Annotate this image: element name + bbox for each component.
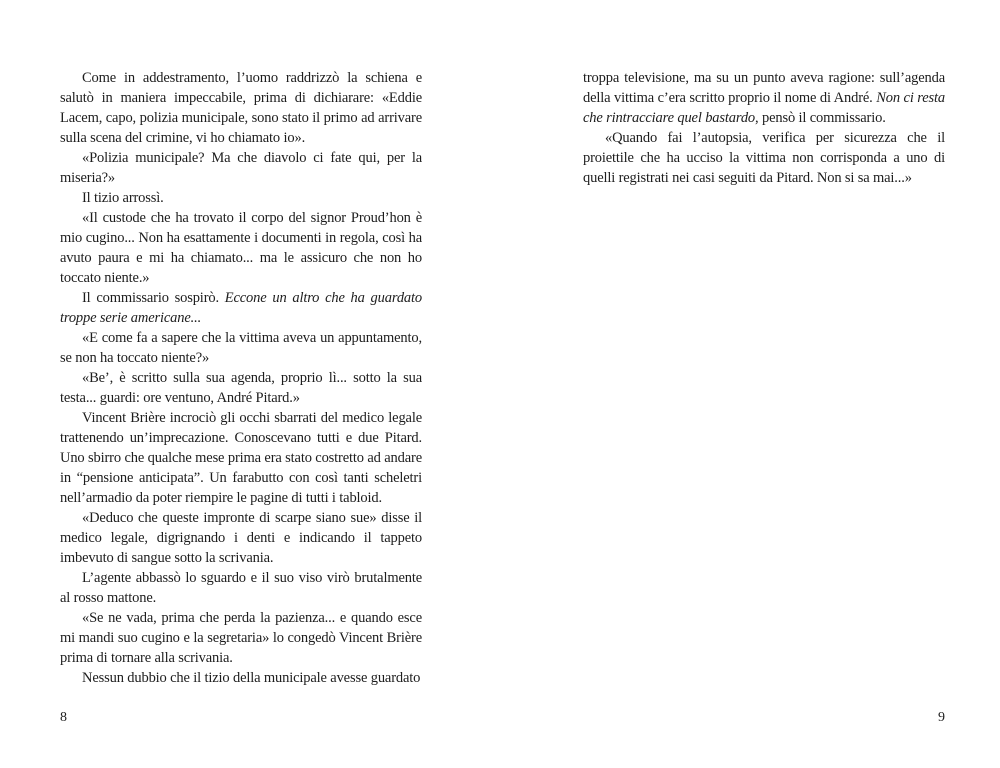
text-run: Il tizio arrossì. [82,190,164,206]
paragraph [60,408,422,508]
paragraph [60,188,422,208]
page-number-left: 8 [60,710,67,725]
italic-text-run: Eccone un altro che ha guardato troppe serie americane... [60,290,422,326]
paragraph [60,328,422,368]
text-run: Vincent Brière incrociò gli occhi sbarrati del medico legale trattenendo un’imprecazione. Conoscevano tutti e due Pitard. Uno sbirro che qualche mese prima era stato costretto ad andare in “pensione anticipata”. Un farabutto con così tanti scheletri nell’armadio da poter riempire le pagine di tutti i tabloid. [60,410,422,506]
text-run: «Polizia municipale? Ma che diavolo ci fate qui, per la miseria?» [60,150,422,186]
left-page-text-column [60,68,422,688]
italic-text-run: Non ci resta che rintracciare quel bastardo [583,90,945,126]
text-run: troppa televisione, ma su un punto aveva ragione: sull’agenda della vittima c’era scritto proprio il nome di André. [583,70,945,106]
text-run: , pensò il commissario. [755,110,886,126]
text-run: Come in addestramento, l’uomo raddrizzò la schiena e salutò in maniera impeccabile, prima di dichiarare: «Eddie Lacem, capo, polizia municipale, sono stato il primo ad arrivare sulla scena del crimine, vi ho chiamato io». [60,70,422,146]
text-run: Il commissario sospirò. [82,290,225,306]
paragraph [583,128,945,188]
paragraph [60,148,422,188]
paragraph [60,208,422,288]
text-run: Nessun dubbio che il tizio della municipale avesse guardato [82,670,421,686]
text-run: «E come fa a sapere che la vittima aveva un appuntamento, se non ha toccato niente?» [60,330,422,366]
paragraph [60,608,422,668]
paragraph [60,508,422,568]
paragraph [60,368,422,408]
text-run: «Deduco che queste impronte di scarpe siano sue» disse il medico legale, digrignando i denti e indicando il tappeto imbevuto di sangue sotto la scrivania. [60,510,422,566]
paragraph [583,68,945,128]
paragraph [60,68,422,148]
paragraph [60,568,422,608]
text-run: «Be’, è scritto sulla sua agenda, proprio lì... sotto la sua testa... guardi: ore ventuno, André Pitard.» [60,370,422,406]
text-run: «Il custode che ha trovato il corpo del signor Proud’hon è mio cugino... Non ha esattamente i documenti in regola, così ha avuto paura e mi ha chiamato... ma le assicuro che non ho toccato niente.» [60,210,422,286]
right-page-text-column [583,68,945,188]
page-number-right: 9 [938,710,945,725]
text-run: L’agente abbassò lo sguardo e il suo viso virò brutalmente al rosso mattone. [60,570,422,606]
text-run: «Se ne vada, prima che perda la pazienza... e quando esce mi mandi suo cugino e la segretaria» lo congedò Vincent Brière prima di tornare alla scrivania. [60,610,422,666]
paragraph [60,288,422,328]
text-run: «Quando fai l’autopsia, verifica per sicurezza che il proiettile che ha ucciso la vittima non corrisponda a uno di quelli registrati nei casi seguiti da Pitard. Non si sa mai...» [583,130,945,186]
paragraph [60,668,422,688]
